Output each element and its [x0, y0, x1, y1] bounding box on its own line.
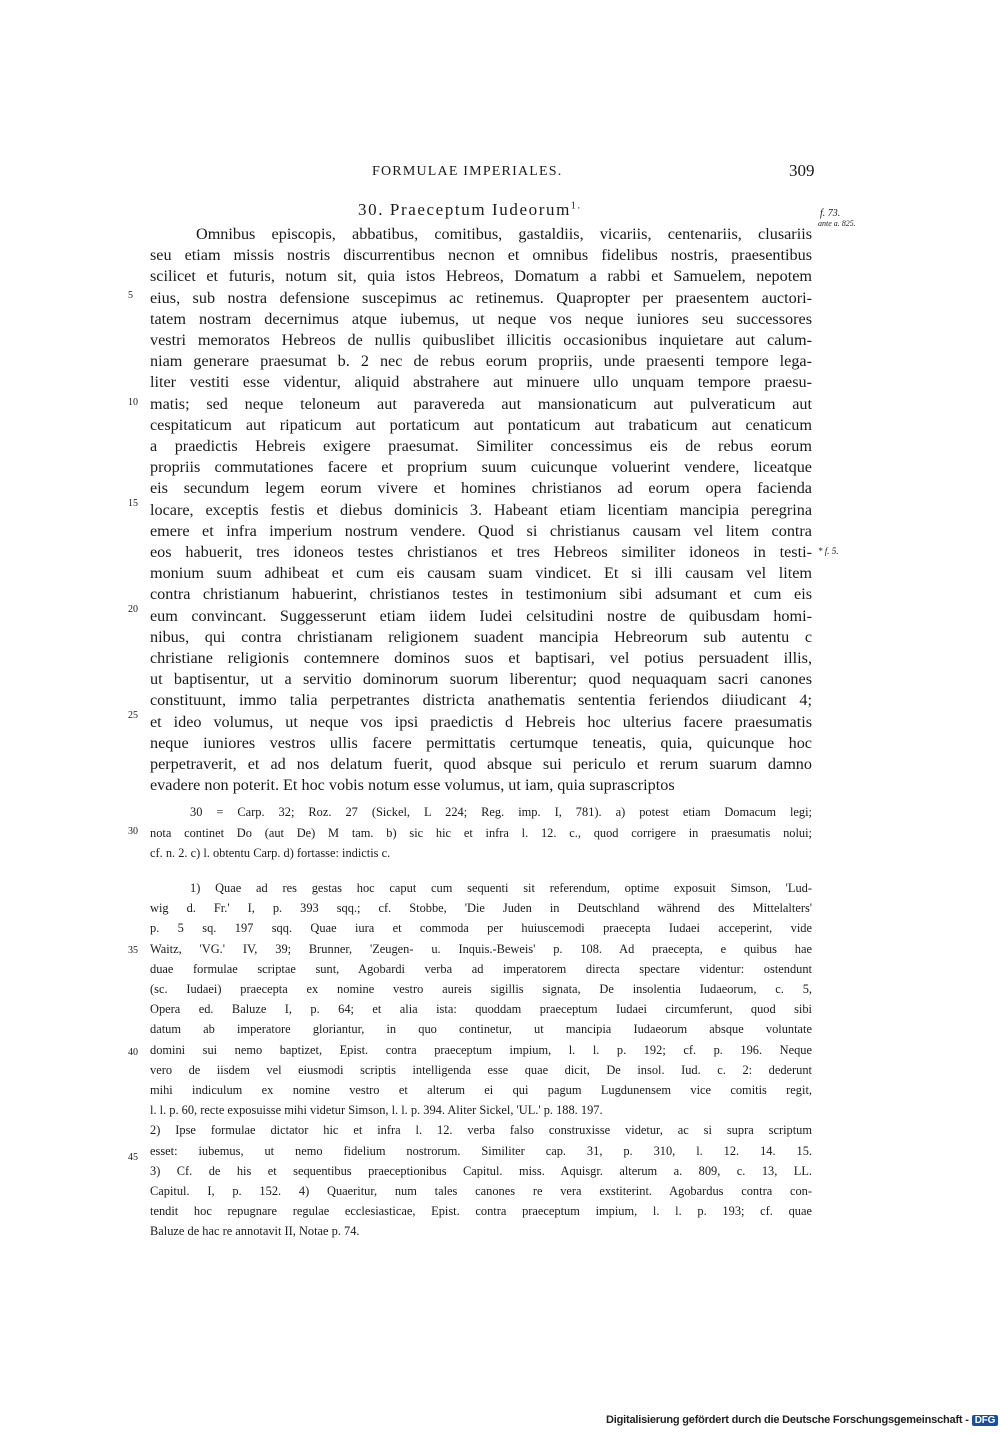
- footnote-line: p. 5 sq. 197 sqq. Quae iura et commoda per huiuscemodi praecepta Iudaei acceperint, vide: [150, 921, 812, 936]
- line-number: 40: [128, 1047, 138, 1058]
- footnote-line: 2) Ipse formulae dictator hic et infra l. 12. verba falso construxisse videtur, ac si supra scriptum: [150, 1123, 812, 1138]
- text-line: matis; sed neque teloneum aut paravereda aut mansionaticum aut pulveraticum aut: [150, 394, 812, 413]
- text-line: nibus, qui contra christianam religionem suadent mancipia Hebreorum sub autentu c: [150, 627, 812, 646]
- side-reference: f. 73.: [820, 208, 841, 219]
- text-line: Omnibus episcopis, abbatibus, comitibus, gastaldiis, vicariis, centenariis, clusariis: [196, 225, 812, 243]
- text-line: locare, exceptis festis et diebus dominicis 3. Habeant etiam licentiam mancipia peregrina: [150, 500, 812, 519]
- text-line: evadere non poterit. Et hoc vobis notum esse volumus, ut iam, quia suprascriptos: [150, 776, 675, 795]
- apparatus-line: 30 = Carp. 32; Roz. 27 (Sickel, L 224; Reg. imp. I, 781). a) potest etiam Domacum legi;: [190, 805, 812, 819]
- text-line: eius, sub nostra defensione suscepimus ac retinemus. Quapropter per praesentem auctori-: [150, 288, 812, 307]
- footnote-line: esset: iubemus, ut nemo fidelium nostrorum. Similiter cap. 31, p. 310, l. 12. 14. 15.: [150, 1143, 812, 1158]
- text-line: seu etiam missis nostris discurrentibus necnon et omnibus fidelibus nostris, praesentibus: [150, 246, 812, 265]
- page-number: 309: [789, 161, 815, 180]
- text-line: a praedictis Hebreis exigere praesumat. Similiter concessimus eis de rebus eorum: [150, 437, 812, 455]
- line-number: 45: [128, 1152, 138, 1163]
- text-line: christiane religionis contemnere dominos suos et baptisari, vel potius persuadent illis,: [150, 649, 812, 667]
- footnote-line: 1) Quae ad res gestas hoc caput cum sequenti sit referendum, optime exposuit Simson, 'Lud-: [190, 881, 812, 895]
- text-line: emere et infra imperium nostrum vendere. Quod si christianus causam vel litem contra: [150, 521, 812, 540]
- text-line: monium suum adhibeat et cum eis causam suam vindicet. Et si illi causam vel litem: [150, 564, 812, 583]
- line-number: 20: [128, 604, 138, 615]
- footnote-line: Waitz, 'VG.' IV, 39; Brunner, 'Zeugen- u. Inquis.-Beweis' p. 108. Ad praecepta, e quibus hae: [150, 941, 812, 956]
- footnote-line: l. l. p. 60, recte exposuisse mihi videtur Simson, l. l. p. 394. Aliter Sickel, 'UL.' p. 188. 197.: [150, 1103, 603, 1118]
- text-line: eum convincant. Suggesserunt etiam iidem Iudei celsitudini nostre de quibusdam homi-: [150, 606, 812, 625]
- line-number: 35: [128, 945, 138, 956]
- text-line: cespitaticum aut ripaticum aut portaticum aut pontaticum aut trabaticum aut cenaticum: [150, 415, 812, 434]
- footnote-line: (sc. Iudaei) praecepta ex nomine vestro aureis sigillis signata, De insolentia Iudaeorum, c. 5,: [150, 982, 812, 996]
- footnote-line: Opera ed. Baluze I, p. 64; et alia ista: quoddam praeceptum Iudaei circumferunt, quod sibi: [150, 1002, 812, 1017]
- chapter-title-text: Praeceptum Iudeorum: [389, 200, 571, 219]
- dfg-logo: DFG: [972, 1415, 999, 1426]
- footnote-line: wig d. Fr.' I, p. 393 sqq.; cf. Stobbe, 'Die Juden in Deutschland während des Mittelalters': [150, 901, 812, 916]
- line-number: 25: [128, 710, 138, 721]
- footnote-line: vero de iisdem vel eiusmodi scriptis intelligenda esse quae dicit, De insol. Iud. c. 2: dederunt: [150, 1062, 812, 1077]
- footnote-line: domini sui nemo baptizet, Epist. contra praeceptum impium, l. l. p. 192; cf. p. 196. Neque: [150, 1042, 812, 1057]
- text-line: neque iuniores vestros ullis facere permittatis certumque teneatis, quia, quicunque hoc: [150, 733, 812, 752]
- text-line: scilicet et futuris, notum sit, quia istos Hebreos, Domatum a rabbi et Samuelem, nepotem: [150, 267, 812, 286]
- text-line: liter vestiti esse videntur, aliquid abstrahere aut minuere ullo unquam tempore praesu-: [150, 373, 812, 392]
- text-line: et ideo volumus, ut neque vos ipsi praedictis d Hebreis hoc ulterius facere praesumatis: [150, 712, 812, 731]
- margin-reference: * f. 5.: [818, 546, 839, 556]
- funding-note: [606, 1414, 998, 1426]
- funding-note-text: Digitalisierung gefördert durch die Deutsche Forschungsgemeinschaft -: [606, 1414, 969, 1426]
- text-line: vestri memoratos Hebreos de nullis quibuslibet illicitis occasionibus inquietare aut calum-: [150, 331, 812, 349]
- text-line: eos habuerit, tres idoneos testes christianos et tres Hebreos similiter idoneos in testi-: [150, 543, 812, 561]
- footnote-line: 3) Cf. de his et sequentibus praeceptionibus Capitul. miss. Aquisgr. alterum a. 809, c. 13, LL.: [150, 1163, 812, 1178]
- chapter-title: [358, 200, 582, 220]
- side-date: ante a. 825.: [818, 219, 856, 228]
- line-number: 10: [128, 397, 138, 408]
- line-number: 5: [128, 290, 133, 301]
- text-line: propriis commutationes facere et proprium suum cuicunque voluerint vendere, liceatque: [150, 458, 812, 477]
- text-line: tatem nostram decernimus atque iubemus, ut neque vos neque iuniores seu successores: [150, 309, 812, 328]
- line-number: 30: [128, 826, 138, 837]
- running-title: FORMULAE IMPERIALES.: [372, 164, 563, 179]
- text-line: constituunt, immo talia perpetrantes districta anathematis sententia feriendos diiudicant 4;: [150, 691, 812, 710]
- text-line: niam generare praesumat b. 2 nec de rebus eorum propriis, unde praesenti tempore lega-: [150, 352, 812, 371]
- footnote-line: duae formulae scriptae sunt, Agobardi verba ad imperatorem directa spectare videntur: ostendunt: [150, 961, 812, 976]
- chapter-title-note-mark: 1.: [570, 200, 582, 212]
- text-line: ut baptisentur, ut a servitio dominorum suorum liberentur; quod nequaquam sacri canones: [150, 670, 812, 689]
- text-line: perpetraverit, et ad nos delatum fuerit, quod absque sui periculo et rerum suarum damno: [150, 755, 812, 773]
- text-line: eis secundum legem eorum vivere et homines christianos ad eorum opera facienda: [150, 479, 812, 498]
- apparatus-line: cf. n. 2. c) l. obtentu Carp. d) fortasse: indictis c.: [150, 846, 391, 860]
- line-number: 15: [128, 498, 138, 509]
- apparatus-line: nota continet Do (aut De) M tam. b) sic hic et infra l. 12. c., quod corrigere in praesumatis nolui;: [150, 825, 812, 840]
- chapter-number: 30.: [358, 200, 385, 219]
- text-line: contra christianum habuerint, christianos testes in testimonium sibi adsumant et cum eis: [150, 585, 812, 604]
- footnote-line: Baluze de hac re annotavit II, Notae p. 74.: [150, 1224, 360, 1239]
- footnote-line: mihi indiculum ex nomine vestro et alterum ei qui pagum Lugdunensem vice comitis regit,: [150, 1083, 812, 1097]
- footnote-line: datum ab imperatore gloriantur, in quo continetur, ut mancipia Iudaeorum absque voluntate: [150, 1022, 812, 1037]
- footnote-line: Capitul. I, p. 152. 4) Quaeritur, num tales canones re vera exstiterint. Agobardus contra con-: [150, 1184, 812, 1198]
- footnote-line: tendit hoc repugnare regulae ecclesiasticae, Epist. contra praeceptum impium, l. l. p. 193; cf. quae: [150, 1204, 812, 1219]
